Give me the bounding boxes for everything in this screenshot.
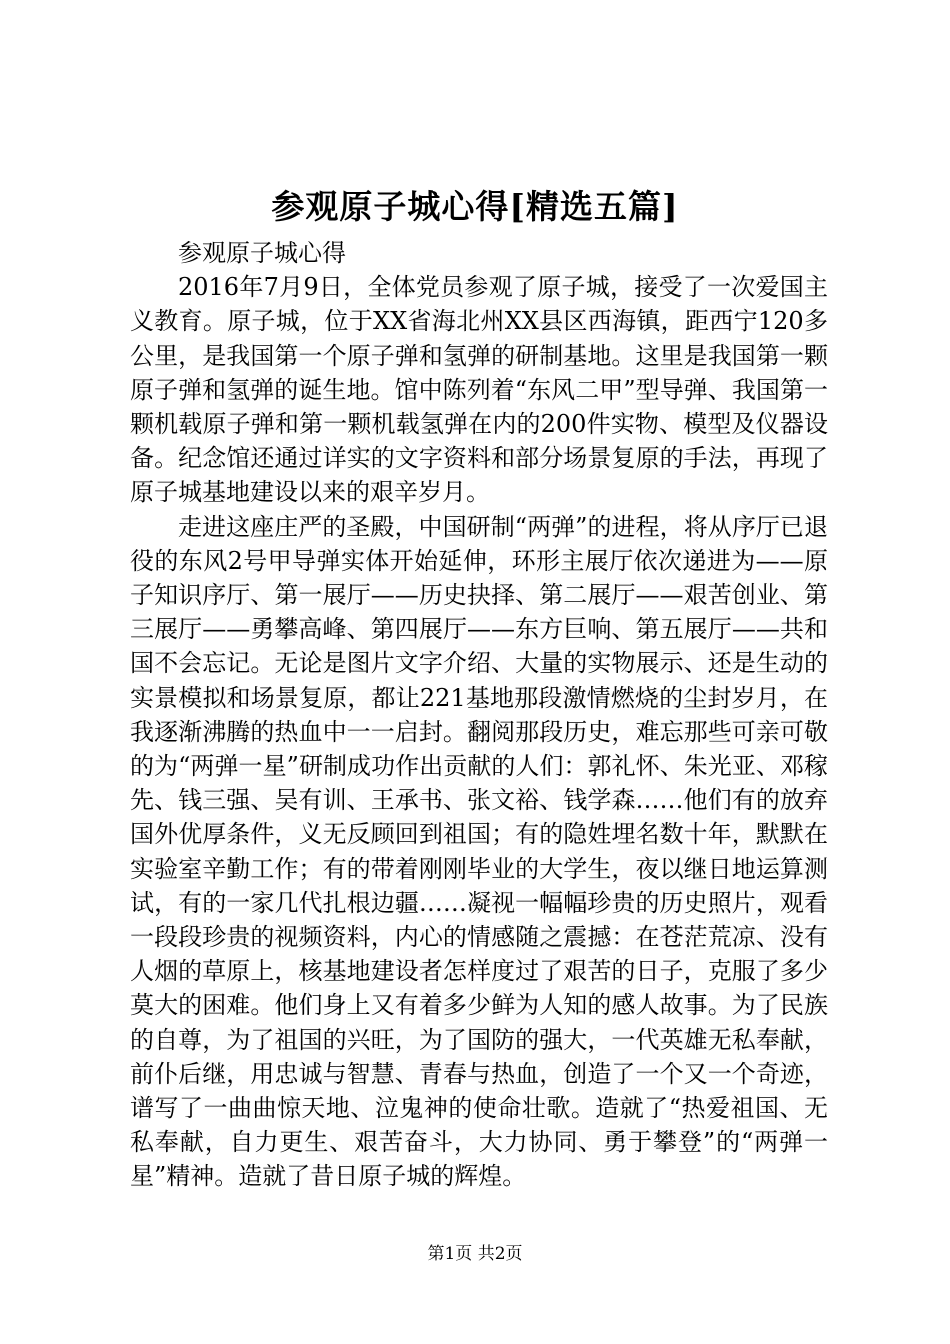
body-paragraph: 走进这座庄严的圣殿，中国研制“两弹”的进程，将从序厅已退役的东风2号甲导弹实体开始延伸，环形主展厅依次递进为——原子知识序厅、第一展厅——历史抉择、第二展厅——艰苦创业、第三展厅——勇攀高峰、第四展厅——东方巨响、第五展厅——共和国不会忘记。无论是图片文字介绍、大量的实物展示、还是生动的实景模拟和场景复原，都让221基地那段激情燃烧的尘封岁月，在我逐渐沸腾的热血中一一启封。翻阅那段历史，难忘那些可亲可敬的为“两弹一星”研制成功作出贡献的人们：郭礼怀、朱光亚、邓稼先、钱三强、吴有训、王承书、张文裕、钱学森……他们有的放弃国外优厚条件，义无反顾回到祖国；有的隐姓埋名数十年，默默在实验室辛勤工作；有的带着刚刚毕业的大学生，夜以继日地运算测试，有的一家几代扎根边疆……凝视一幅幅珍贵的历史照片，观看一段段珍贵的视频资料，内心的情感随之震撼：在苍茫荒凉、没有人烟的草原上，核基地建设者怎样度过了艰苦的日子，克服了多少莫大的困难。他们身上又有着多少鲜为人知的感人故事。为了民族的自尊，为了祖国的兴旺，为了国防的强大，一代英雄无私奉献，前仆后继，用忠诚与智慧、青春与热血，创造了一个又一个奇迹，谱写了一曲曲惊天地、泣鬼神的使命壮歌。造就了“热爱祖国、无私奉献，自力更生、艰苦奋斗，大力协同、勇于攀登”的“两弹一星”精神。造就了昔日原子城的辉煌。 [130, 512, 828, 1191]
document-title: 参观原子城心得[精选五篇] [271, 187, 679, 226]
document-body [130, 236, 828, 1194]
document-subtitle: 参观原子城心得 [178, 239, 346, 267]
page-footer: 第1页 共2页 [427, 1244, 523, 1264]
body-paragraph: 2016年7月9日，全体党员参观了原子城，接受了一次爱国主义教育。原子城，位于XX省海北州XX县区西海镇，距西宁120多公里，是我国第一个原子弹和氢弹的研制基地。这里是我国第一颗原子弹和氢弹的诞生地。馆中陈列着“东风二甲”型导弹、我国第一颗机载原子弹和第一颗机载氢弹在内的200件实物、模型及仪器设备。纪念馆还通过详实的文字资料和部分场景复原的手法，再现了原子城基地建设以来的艰辛岁月。 [130, 273, 828, 507]
